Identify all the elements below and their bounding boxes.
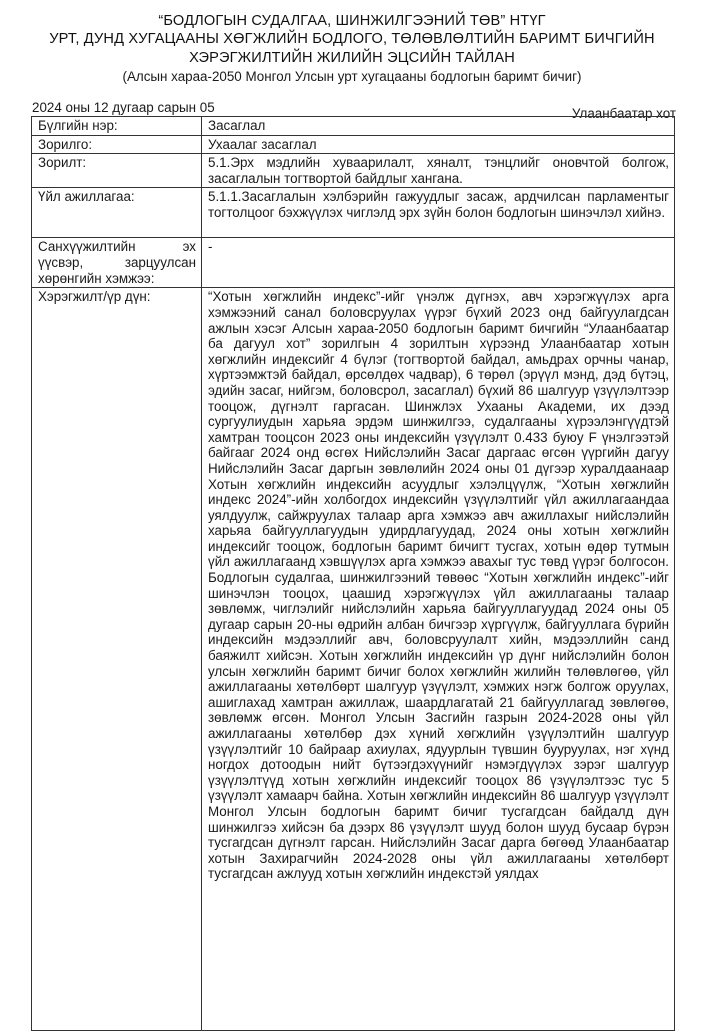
table-row xyxy=(32,288,675,1031)
report-meta xyxy=(32,100,676,121)
row-value-goal: Ухаалаг засаглал xyxy=(202,135,675,154)
report-header xyxy=(20,12,684,85)
row-value-group: Засаглал xyxy=(202,117,675,136)
header-line-title: УРТ, ДУНД ХУГАЦААНЫ ХӨГЖЛИЙН БОДЛОГО, ТӨЛӨВЛӨЛТИЙН БАРИМТ БИЧГИЙН xyxy=(49,31,655,48)
report-table xyxy=(31,116,675,1031)
row-value-activity: 5.1.1.Засаглалын хэлбэрийн гажуудлыг засаж, ардчилсан парламентыг тогтолцоог бэхжүүлэх чиглэлд эрх зүйн болон бодлогын шинэчлэл хийнэ. xyxy=(202,188,675,238)
row-value-implementation: “Хотын хөгжлийн индекс”-ийг үнэлж дүгнэх, авч хэрэгжүүлэх арга хэмжээний санал боловсруулах үүрэг бүхий 2023 онд байгуулагдсан ажлын хэсэг Алсын хараа-2050 бодлогын баримт бичгийн “Улаанбаатар ба дагуул хот” зорилгын 4 зорилтын хүрээнд Улаанбаатар хотын хөгжлийн индексийг 4 бүлэг (тогтвортой байдал, амьдрах орчны чанар, хүртээмжтэй байдал, өрсөлдөх чадвар), 6 төрөл (эрүүл мэнд, дэд бүтэц, эдийн засаг, нийгэм, боловсрол, засаглал) бүхий 86 шалгуур үзүүлэлтээр тооцож, дүгнэлт гаргасан. Шинжлэх Ухааны Академи, их дээд сургуулиудын харьяа эрдэм шинжилгээ, судалгааны хүрээлэнгүүдтэй хамтран тооцсон 2023 оны индексийн үзүүлэлт 0.433 буюу F үнэлгээтэй байгааг 2024 онд өсгөх Нийслэлийн Засаг даргаас өгсөн үүргийн дагуу Нийслэлийн Засаг даргын зөвлөлийн 2024 оны 01 дүгээр хуралдаанаар Хотын хөгжлийн индексийн асуудлыг хэлэлцүүлж, “Хотын хөгжлийн индекс 2024”-ийн холбогдох индексийн үзүүлэлтийг үйл ажиллагаандаа уялдуулж, сайжруулах талаар арга хэмжээ авч ажиллахыг нийслэлийн харьяа байгууллагуудын удирдлагуудад, 2024 оны хотын хөгжлийн индексийг тооцож, бодлогын баримт бичигт тусгах, хотын өдөр тутмын үйл ажиллагаанд хэвшүүлэх арга хэмжээ авахыг тус төвд үүрэг болгосон. Бодлогын судалгаа, шинжилгээний төвөөс “Хотын хөгжлийн индекс”-ийг шинэчлэн тооцох, цаашид хэрэгжүүлэх үйл ажиллагааны талаар зөвлөмж, чиглэлийг нийслэлийн харьяа байгууллагуудад 2024 оны 05 дугаар сарын 20-ны өдрийн албан бичгээр хүргүүлж, байгууллага бүрийн индексийн мэдээллийг авч, боловсруулалт хийн, мэдээллийн санд баяжилт хийсэн. Хотын хөгжлийн индексийн үр дүнг нийслэлийн болон улсын хөгжлийн баримт бичиг болох хөгжлийн жилийн төлөвлөгөө, үйл ажиллагааны хөтөлбөрт шалгуур үзүүлэлт, хэмжих нэгж болгож оруулах, ашиглахад хамтран ажиллаж, шаардлагатай 21 байгууллагад зөвлөгөө, зөвлөмж өгсөн. Монгол Улсын Засгийн газрын 2024-2028 оны үйл ажиллагааны хөтөлбөр дэх хүний хөгжлийн үзүүлэлтийн шалгуур үзүүлэлтийг 10 байраар ахиулах, ядуурлын түвшин бууруулах, нэг хүнд ногдох дотоодын нийт бүтээгдэхүүнийг нэмэгдүүлэх зэрэг шалгуур үзүүлэлтүүд хотын хөгжлийн индексийг тооцох 86 үзүүлэлтээс тус 5 үзүүлэлт хамаарч байна. Хотын хөгжлийн индексийн 86 шалгуур үзүүлэлт Монгол Улсын бодлогын баримт бичиг тусгагдсан байдалд дүн шинжилгээ хийсэн ба дээрх 86 үзүүлэлт шууд болон шууд бусаар бүрэн тусгагдсан дүгнэлт гарсан. Нийслэлийн Засаг дарга бөгөөд Улаанбаатар хотын Захирагчийн 2024-2028 оны үйл ажиллагааны хөтөлбөрт тусгагдсан ажлууд хотын хөгжлийн индекстэй уялдах xyxy=(202,288,675,1031)
report-date: 2024 оны 12 дугаар сарын 05 xyxy=(32,100,215,115)
header-subtitle: (Алсын хараа-2050 Монгол Улсын урт хугацааны бодлогын баримт бичиг) xyxy=(122,68,582,84)
row-label-group: Бүлгийн нэр: xyxy=(32,117,202,136)
header-line-report-type: ХЭРЭГЖИЛТИЙН ЖИЛИЙН ЭЦСИЙН ТАЙЛАН xyxy=(189,49,515,66)
row-label-objective: Зорилт: xyxy=(32,154,202,188)
header-line-organization: “БОДЛОГЫН СУДАЛГАА, ШИНЖИЛГЭЭНИЙ ТӨВ” НТҮГ xyxy=(158,13,546,29)
row-value-funding: - xyxy=(202,238,675,288)
table-row xyxy=(32,188,675,238)
row-value-objective: 5.1.Эрх мэдлийн хуваарилалт, хяналт, тэнцлийг оновчтой болгож, засаглалын тогтвортой байдлыг хангана. xyxy=(202,154,675,188)
table-row xyxy=(32,154,675,188)
row-label-implementation: Хэрэгжилт/үр дүн: xyxy=(32,288,202,1031)
row-label-activity: Үйл ажиллагаа: xyxy=(32,188,202,238)
report-place: Улаанбаатар хот xyxy=(571,106,676,121)
table-row xyxy=(32,135,675,154)
row-label-goal: Зорилго: xyxy=(32,135,202,154)
table-row xyxy=(32,117,675,136)
row-label-funding: Санхүүжилтийн эх үүсвэр, зарцуулсан хөрөнгийн хэмжээ: xyxy=(32,238,202,288)
table-row xyxy=(32,238,675,288)
